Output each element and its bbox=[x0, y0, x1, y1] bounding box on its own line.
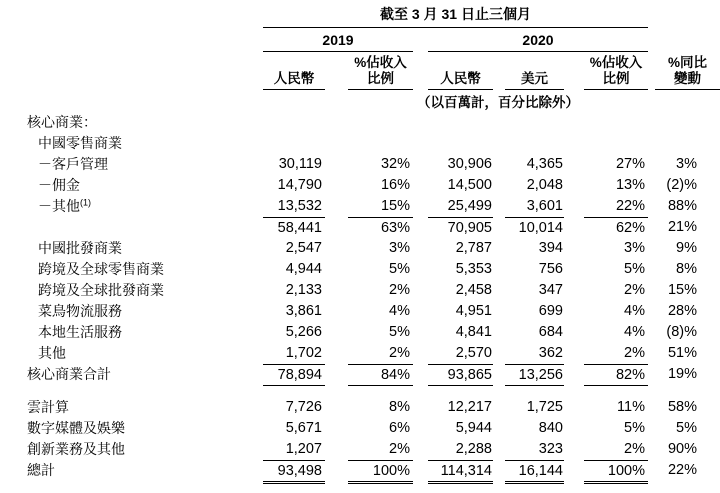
value-cell-usd_2020: 362 bbox=[538, 345, 563, 361]
table-row bbox=[0, 259, 720, 280]
value-cell-pct_of_revenue_2020: 82% bbox=[584, 364, 648, 386]
row-label-text: 其他 bbox=[38, 345, 66, 361]
value-cell-pct_of_revenue_2020: 4% bbox=[624, 303, 645, 319]
value-cell-yoy_change: 28% bbox=[667, 303, 697, 319]
column-header-rmb-2019 bbox=[263, 52, 325, 90]
value-cell-pct_of_revenue_2019: 5% bbox=[389, 324, 410, 340]
row-label bbox=[0, 280, 263, 301]
column-header-pct-revenue-2020 bbox=[584, 52, 648, 90]
value-cell-yoy_change: 51% bbox=[667, 345, 697, 361]
value-cell-usd_2020: 2,048 bbox=[526, 177, 563, 193]
table-row bbox=[0, 175, 720, 196]
value-cell-usd_2020: 4,365 bbox=[526, 156, 563, 172]
value-cell-pct_of_revenue_2019: 2% bbox=[389, 282, 410, 298]
row-label bbox=[0, 175, 263, 196]
value-cell-pct_of_revenue_2020: 2% bbox=[624, 282, 645, 298]
value-cell-usd_2020: 323 bbox=[538, 441, 563, 457]
table-row bbox=[0, 439, 720, 460]
table-row bbox=[0, 154, 720, 175]
row-label-text: 核心商業： bbox=[27, 114, 97, 130]
table-column-headers-row bbox=[0, 52, 720, 90]
value-cell-pct_of_revenue_2020: 2% bbox=[624, 441, 645, 457]
column-header-text: 比例 bbox=[602, 71, 630, 86]
value-cell-pct_of_revenue_2019: 16% bbox=[380, 177, 410, 193]
table-row bbox=[0, 196, 720, 217]
value-cell-yoy_change: 3% bbox=[676, 156, 697, 172]
value-cell-pct_of_revenue_2019: 8% bbox=[389, 399, 410, 415]
value-cell-usd_2020: 699 bbox=[538, 303, 563, 319]
value-cell-pct_of_revenue_2020: 5% bbox=[624, 420, 645, 436]
column-header-text: 變動 bbox=[674, 71, 701, 86]
value-cell-yoy_change: 88% bbox=[667, 198, 697, 214]
value-cell-pct_of_revenue_2020: 22% bbox=[615, 198, 645, 214]
row-label bbox=[0, 154, 263, 175]
column-header-pct-revenue-2019 bbox=[348, 52, 413, 90]
value-cell-pct_of_revenue_2019: 5% bbox=[389, 261, 410, 277]
value-cell-rmb_2019: 1,207 bbox=[285, 441, 322, 457]
units-note: （以百萬計，百分比除外） bbox=[417, 95, 579, 110]
row-label bbox=[0, 238, 263, 259]
value-cell-rmb_2020: 93,865 bbox=[428, 364, 493, 386]
value-cell-rmb_2020: 14,500 bbox=[447, 177, 492, 193]
value-cell-usd_2020: 10,014 bbox=[505, 217, 564, 238]
value-cell-yoy_change: 19% bbox=[667, 366, 697, 382]
row-label bbox=[0, 259, 263, 280]
value-cell-pct_of_revenue_2019: 15% bbox=[380, 198, 410, 214]
value-cell-pct_of_revenue_2020: 2% bbox=[624, 345, 645, 361]
value-cell-rmb_2020: 2,288 bbox=[455, 441, 492, 457]
value-cell-rmb_2019: 14,790 bbox=[277, 177, 322, 193]
value-cell-rmb_2019: 13,532 bbox=[277, 198, 322, 214]
row-label bbox=[0, 418, 263, 439]
row-label-text: －佣金 bbox=[38, 177, 80, 193]
column-header-yoy-change bbox=[655, 52, 720, 90]
table-row bbox=[0, 217, 720, 238]
row-label-text: 中國零售商業 bbox=[38, 135, 122, 151]
table-units-note-row bbox=[0, 90, 720, 112]
value-cell-rmb_2020: 4,951 bbox=[455, 303, 492, 319]
row-label bbox=[0, 217, 263, 238]
value-cell-usd_2020: 16,144 bbox=[505, 460, 564, 484]
value-cell-yoy_change: 15% bbox=[667, 282, 697, 298]
row-label-text: 本地生活服務 bbox=[38, 324, 122, 340]
value-cell-pct_of_revenue_2019: 100% bbox=[348, 460, 413, 484]
value-cell-pct_of_revenue_2019: 32% bbox=[380, 156, 410, 172]
column-header-text: 人民幣 bbox=[273, 71, 315, 86]
row-label-text: 雲計算 bbox=[27, 399, 69, 415]
row-label-text: 總計 bbox=[27, 462, 55, 478]
value-cell-pct_of_revenue_2020: 100% bbox=[584, 460, 648, 484]
row-label bbox=[0, 397, 263, 418]
column-header-usd-2020 bbox=[505, 52, 564, 90]
row-label bbox=[0, 343, 263, 364]
row-label-text: 數字媒體及娛樂 bbox=[27, 420, 125, 436]
value-cell-rmb_2019: 2,133 bbox=[285, 282, 322, 298]
table-row bbox=[0, 343, 720, 364]
table-row bbox=[0, 460, 720, 481]
table-body bbox=[0, 112, 720, 481]
year-2019-label: 2019 bbox=[263, 28, 413, 52]
value-cell-usd_2020: 3,601 bbox=[526, 198, 563, 214]
value-cell-pct_of_revenue_2019: 6% bbox=[389, 420, 410, 436]
value-cell-yoy_change: 5% bbox=[676, 420, 697, 436]
row-label-text: 跨境及全球批發商業 bbox=[38, 282, 164, 298]
value-cell-rmb_2019: 58,441 bbox=[263, 217, 325, 238]
value-cell-pct_of_revenue_2020: 13% bbox=[615, 177, 645, 193]
year-2020-label: 2020 bbox=[428, 28, 648, 52]
value-cell-rmb_2019: 5,266 bbox=[285, 324, 322, 340]
row-label bbox=[0, 196, 263, 217]
table-row bbox=[0, 238, 720, 259]
row-label-text: －客戶管理 bbox=[38, 156, 108, 172]
value-cell-pct_of_revenue_2019: 2% bbox=[389, 441, 410, 457]
value-cell-pct_of_revenue_2019: 4% bbox=[389, 303, 410, 319]
table-header-title-row bbox=[0, 0, 720, 28]
value-cell-pct_of_revenue_2020: 62% bbox=[584, 217, 648, 238]
value-cell-rmb_2019: 1,702 bbox=[285, 345, 322, 361]
value-cell-yoy_change: 21% bbox=[667, 219, 697, 235]
table-row bbox=[0, 301, 720, 322]
value-cell-pct_of_revenue_2019: 3% bbox=[389, 240, 410, 256]
value-cell-yoy_change: 90% bbox=[667, 441, 697, 457]
table-row bbox=[0, 364, 720, 385]
value-cell-rmb_2020: 2,787 bbox=[455, 240, 492, 256]
row-label-text: 跨境及全球零售商業 bbox=[38, 261, 164, 277]
value-cell-pct_of_revenue_2019: 63% bbox=[348, 217, 413, 238]
value-cell-rmb_2019: 30,119 bbox=[278, 156, 322, 172]
table-row bbox=[0, 280, 720, 301]
table-row bbox=[0, 133, 720, 154]
value-cell-usd_2020: 684 bbox=[538, 324, 563, 340]
value-cell-pct_of_revenue_2020: 3% bbox=[624, 240, 645, 256]
column-header-text: 比例 bbox=[367, 71, 394, 86]
value-cell-usd_2020: 394 bbox=[538, 240, 563, 256]
footnote-marker: (1) bbox=[80, 197, 91, 208]
value-cell-rmb_2019: 93,498 bbox=[263, 460, 325, 484]
value-cell-rmb_2020: 30,906 bbox=[447, 156, 492, 172]
value-cell-rmb_2019: 5,671 bbox=[285, 420, 322, 436]
value-cell-pct_of_revenue_2020: 11% bbox=[617, 399, 645, 415]
row-label-text: 創新業務及其他 bbox=[27, 441, 125, 457]
value-cell-usd_2020: 1,725 bbox=[526, 399, 563, 415]
value-cell-rmb_2019: 2,547 bbox=[285, 240, 322, 256]
value-cell-pct_of_revenue_2019: 84% bbox=[348, 364, 413, 386]
value-cell-rmb_2020: 4,841 bbox=[455, 324, 492, 340]
value-cell-rmb_2019: 78,894 bbox=[263, 364, 325, 386]
value-cell-usd_2020: 347 bbox=[538, 282, 563, 298]
value-cell-rmb_2020: 12,217 bbox=[447, 399, 492, 415]
value-cell-usd_2020: 13,256 bbox=[505, 364, 564, 386]
table-row bbox=[0, 322, 720, 343]
value-cell-rmb_2020: 70,905 bbox=[428, 217, 493, 238]
row-label bbox=[0, 439, 263, 460]
table-title: 截至 3 月 31 日止三個月 bbox=[263, 0, 648, 28]
value-cell-yoy_change: 22% bbox=[667, 462, 697, 478]
row-label-text: 核心商業合計 bbox=[27, 366, 111, 382]
column-header-text: %佔收入 bbox=[354, 55, 407, 70]
value-cell-yoy_change: (8)% bbox=[666, 324, 697, 340]
value-cell-rmb_2019: 3,861 bbox=[285, 303, 322, 319]
value-cell-usd_2020: 840 bbox=[538, 420, 563, 436]
row-label-text: 菜鳥物流服務 bbox=[38, 303, 122, 319]
table-header-years-row bbox=[0, 28, 720, 52]
value-cell-yoy_change: 9% bbox=[676, 240, 697, 256]
value-cell-rmb_2020: 114,314 bbox=[428, 460, 493, 484]
column-header-text: %同比 bbox=[667, 55, 707, 70]
column-header-rmb-2020 bbox=[428, 52, 493, 90]
column-header-text: 人民幣 bbox=[440, 71, 481, 86]
row-label bbox=[0, 301, 263, 322]
column-header-text: %佔收入 bbox=[589, 55, 643, 70]
value-cell-rmb_2020: 2,570 bbox=[455, 345, 492, 361]
value-cell-rmb_2019: 7,726 bbox=[285, 399, 322, 415]
value-cell-rmb_2020: 2,458 bbox=[455, 282, 492, 298]
column-header-text: 美元 bbox=[521, 71, 548, 86]
row-label-text: 中國批發商業 bbox=[38, 240, 122, 256]
value-cell-rmb_2020: 5,353 bbox=[455, 261, 492, 277]
table-row bbox=[0, 418, 720, 439]
value-cell-pct_of_revenue_2020: 4% bbox=[624, 324, 645, 340]
value-cell-yoy_change: (2)% bbox=[666, 177, 697, 193]
row-label-text: －其他 bbox=[38, 198, 80, 214]
value-cell-usd_2020: 756 bbox=[538, 261, 563, 277]
value-cell-pct_of_revenue_2019: 2% bbox=[389, 345, 410, 361]
row-label bbox=[0, 364, 263, 386]
table-row bbox=[0, 112, 720, 133]
row-label bbox=[0, 460, 263, 484]
row-label bbox=[0, 112, 263, 133]
value-cell-rmb_2020: 25,499 bbox=[447, 198, 492, 214]
value-cell-yoy_change: 58% bbox=[667, 399, 697, 415]
value-cell-rmb_2019: 4,944 bbox=[285, 261, 322, 277]
value-cell-yoy_change: 8% bbox=[676, 261, 697, 277]
value-cell-pct_of_revenue_2020: 5% bbox=[624, 261, 645, 277]
spacer-row bbox=[0, 385, 720, 397]
value-cell-rmb_2020: 5,944 bbox=[455, 420, 492, 436]
row-label bbox=[0, 133, 263, 154]
value-cell-pct_of_revenue_2020: 27% bbox=[615, 156, 645, 172]
row-label bbox=[0, 322, 263, 343]
table-row bbox=[0, 397, 720, 418]
